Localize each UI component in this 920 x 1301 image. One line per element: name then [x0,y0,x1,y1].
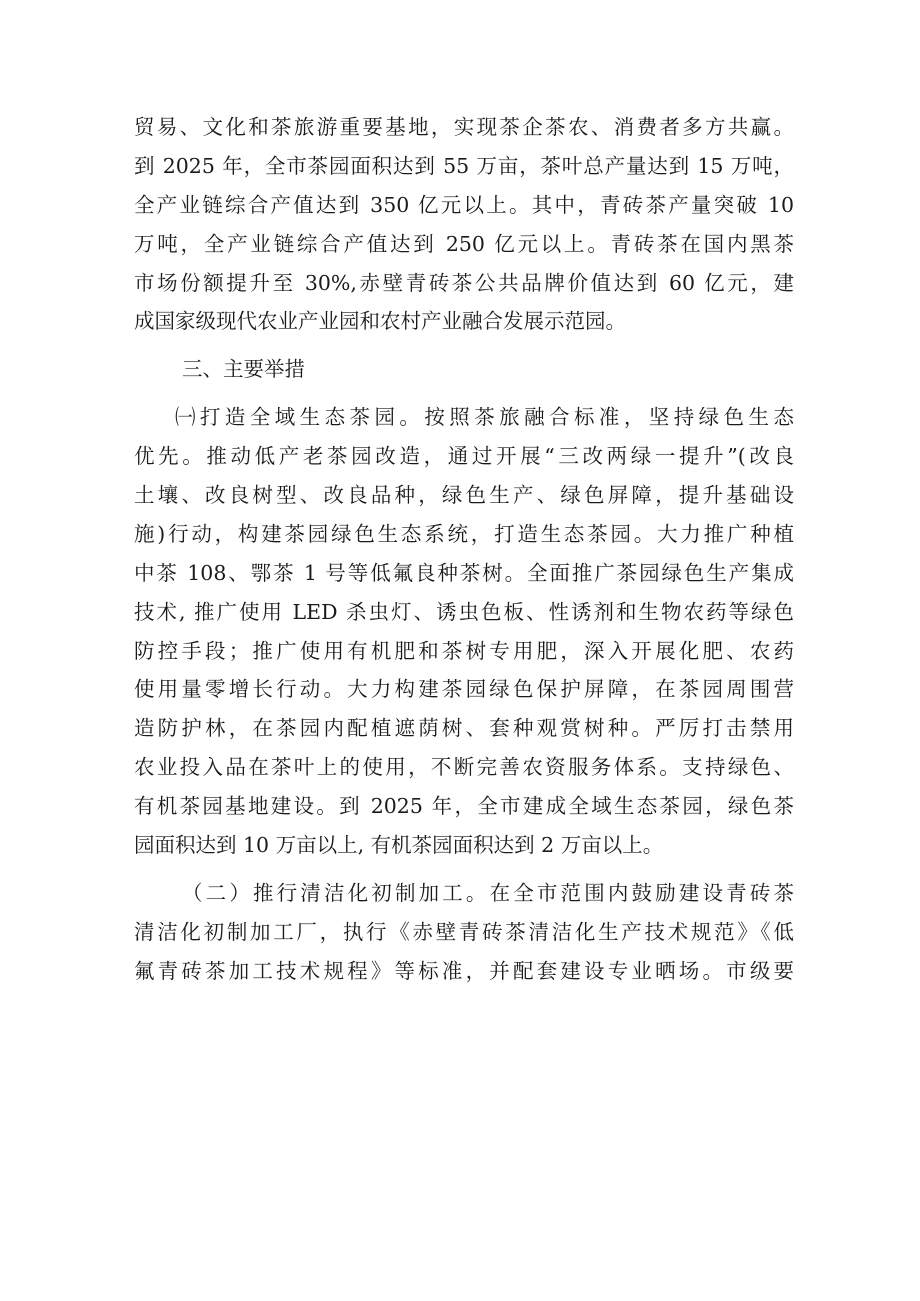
text-line: 土壤、改良树型、改良品种，绿色生产、绿色屏障，提升基础设 [134,483,794,508]
paragraph-item-1 [134,398,794,865]
text-line: 市场份额提升至 30%,赤壁青砖茶公共品牌价值达到 60 亿元，建 [134,270,794,295]
text-line: 技术, 推广使用 LED 杀虫灯、诱虫色板、性诱剂和生物农药等绿色 [134,599,794,624]
text-line: 中茶 108、鄂茶 1 号等低氟良种茶树。全面推广茶园绿色生产集成 [134,560,794,585]
text-line: 万吨，全产业链综合产值达到 250 亿元以上。青砖茶在国内黑茶 [134,231,794,256]
text-line: 农业投入品在茶叶上的使用，不断完善农资服务体系。支持绿色、 [134,755,794,780]
document-body [134,108,794,991]
section-heading-text: 三、主要举措 [182,357,305,382]
text-line: 成国家级现代农业产业园和农村产业融合发展示范园。 [134,309,626,334]
text-line: 清洁化初制加工厂，执行《赤壁青砖茶清洁化生产技术规范》《低 [134,919,794,944]
text-line: 使用量零增长行动。大力构建茶园绿色保护屏障，在茶园周围营 [134,677,794,702]
text-line: 造防护林，在茶园内配植遮荫树、套种观赏树种。严厉打击禁用 [134,716,794,741]
section-heading [134,350,794,389]
text-line: 全产业链综合产值达到 350 亿元以上。其中，青砖茶产量突破 10 [134,192,794,217]
text-line: 施)行动，构建茶园绿色生态系统，打造生态茶园。大力推广种植 [134,521,794,546]
text-line: 园面积达到 10 万亩以上, 有机茶园面积达到 2 万亩以上。 [134,833,664,858]
text-line: 到 2025 年，全市茶园面积达到 55 万亩，茶叶总产量达到 15 万吨， [134,153,794,178]
text-line: 优先。推动低产老茶园改造，通过开展“三改两绿一提升”(改良 [134,444,794,469]
text-line: 防控手段；推广使用有机肥和茶树专用肥，深入开展化肥、农药 [134,638,794,663]
text-line: 有机茶园基地建设。到 2025 年，全市建成全域生态茶园，绿色茶 [134,794,794,819]
text-line: （二）推行清洁化初制加工。在全市范围内鼓励建设青砖茶 [182,880,794,905]
paragraph-continuation [134,108,794,341]
text-line: 贸易、文化和茶旅游重要基地，实现茶企茶农、消费者多方共赢。 [134,115,794,139]
paragraph-item-2 [134,874,794,991]
text-line: 氟青砖茶加工技术规程》等标准，并配套建设专业晒场。市级要 [134,958,794,983]
text-line: ㈠打造全域生态茶园。按照茶旅融合标准，坚持绿色生态 [175,405,794,430]
